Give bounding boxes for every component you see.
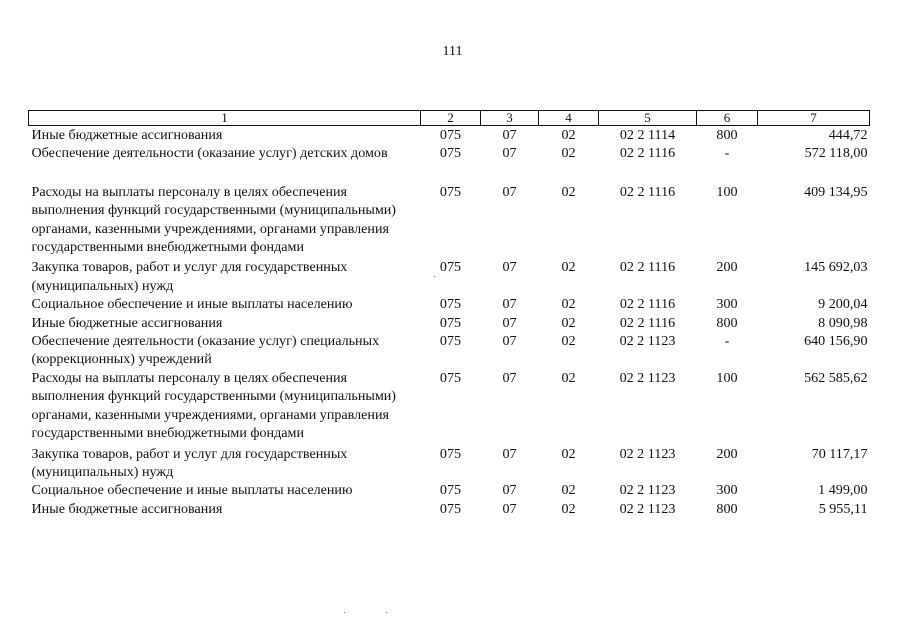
- column-header: 2: [421, 111, 481, 126]
- row-name: Расходы на выплаты персоналу в целях обеспечения выполнения функций государственными (муниципальными) органами, казенными учреждениями, органами управления государственными внебюджетными фондами: [31, 183, 397, 256]
- cell-col3: 07: [502, 296, 517, 313]
- scan-speck: [344, 612, 345, 613]
- cell-col6: 800: [716, 500, 738, 517]
- column-header: 4: [539, 111, 599, 126]
- cell-col5: 02 2 1123: [619, 333, 676, 350]
- cell-col4: 02: [561, 296, 576, 313]
- row-name: Иные бюджетные ассигнования: [31, 314, 223, 331]
- cell-col6: 300: [716, 296, 738, 313]
- cell-col3: 07: [502, 482, 517, 499]
- cell-col5: 02 2 1114: [619, 127, 676, 143]
- table-row: [29, 295, 870, 313]
- cell-col5: 02 2 1116: [619, 296, 676, 313]
- cell-col6: 800: [716, 127, 738, 143]
- cell-col5: 02 2 1123: [619, 369, 676, 386]
- cell-col3: 07: [502, 333, 517, 350]
- cell-col5: 02 2 1123: [619, 445, 676, 462]
- table-row: [29, 258, 870, 295]
- row-name: Закупка товаров, работ и услуг для государственных (муниципальных) нужд: [31, 445, 348, 480]
- cell-col6: 200: [716, 445, 738, 462]
- cell-col3: 07: [502, 369, 517, 386]
- cell-col6: -: [724, 145, 730, 162]
- row-name: Социальное обеспечение и иные выплаты населению: [31, 482, 353, 499]
- row-name: Социальное обеспечение и иные выплаты населению: [31, 296, 353, 313]
- table-row: [29, 369, 870, 445]
- cell-col4: 02: [561, 369, 576, 386]
- scan-speck: [386, 612, 387, 613]
- cell-col6: 100: [716, 369, 738, 386]
- cell-col2: 075: [439, 445, 462, 462]
- budget-table: [28, 110, 870, 518]
- cell-col2: 075: [439, 333, 462, 350]
- cell-col2: 075: [439, 127, 462, 143]
- cell-amount: 444,72: [828, 127, 868, 143]
- cell-col3: 07: [502, 183, 517, 200]
- header-row: [29, 111, 870, 126]
- table-row: [29, 481, 870, 499]
- table-row: [29, 445, 870, 482]
- column-header: 6: [697, 111, 758, 126]
- column-header: 1: [29, 111, 421, 126]
- cell-col6: -: [724, 333, 730, 350]
- cell-col6: 800: [716, 314, 738, 331]
- cell-col2: 075: [439, 369, 462, 386]
- cell-col6: 100: [716, 183, 738, 200]
- cell-col6: 300: [716, 482, 738, 499]
- cell-col5: 02 2 1123: [619, 500, 676, 517]
- cell-col2: 075: [439, 259, 462, 276]
- table-row: [29, 332, 870, 369]
- row-name: Расходы на выплаты персоналу в целях обеспечения выполнения функций государственными (муниципальными) органами, казенными учреждениями, органами управления государственными внебюджетными фондами: [31, 369, 397, 442]
- cell-col5: 02 2 1116: [619, 183, 676, 200]
- cell-col2: 075: [439, 482, 462, 499]
- cell-amount: 640 156,90: [804, 333, 868, 350]
- row-name: Обеспечение деятельности (оказание услуг) специальных (коррекционных) учреждений: [31, 333, 380, 368]
- table-row: [29, 144, 870, 182]
- cell-col4: 02: [561, 482, 576, 499]
- cell-col6: 200: [716, 259, 738, 276]
- cell-amount: 5 955,11: [818, 500, 868, 517]
- scan-speck: [434, 276, 435, 277]
- cell-col5: 02 2 1116: [619, 145, 676, 162]
- cell-col5: 02 2 1116: [619, 314, 676, 331]
- cell-col4: 02: [561, 445, 576, 462]
- cell-col4: 02: [561, 259, 576, 276]
- page-number: 111: [442, 44, 463, 59]
- row-name: Иные бюджетные ассигнования: [31, 127, 223, 143]
- cell-col3: 07: [502, 500, 517, 517]
- cell-amount: 9 200,04: [818, 296, 868, 313]
- cell-col3: 07: [502, 314, 517, 331]
- cell-col4: 02: [561, 333, 576, 350]
- column-header: 7: [758, 111, 870, 126]
- column-header: 5: [599, 111, 697, 126]
- cell-col3: 07: [502, 259, 517, 276]
- cell-amount: 8 090,98: [818, 314, 868, 331]
- row-name: Закупка товаров, работ и услуг для государственных (муниципальных) нужд: [31, 259, 348, 294]
- cell-col4: 02: [561, 145, 576, 162]
- cell-amount: 562 585,62: [804, 369, 868, 386]
- cell-col5: 02 2 1116: [619, 259, 676, 276]
- cell-col3: 07: [502, 145, 517, 162]
- cell-col2: 075: [439, 500, 462, 517]
- table-row: [29, 500, 870, 518]
- cell-col4: 02: [561, 127, 576, 143]
- cell-col5: 02 2 1123: [619, 482, 676, 499]
- cell-col2: 075: [439, 145, 462, 162]
- row-name: Иные бюджетные ассигнования: [31, 500, 223, 517]
- row-name: Обеспечение деятельности (оказание услуг) детских домов: [31, 145, 388, 162]
- cell-amount: 572 118,00: [804, 145, 868, 162]
- table-row: [29, 126, 870, 145]
- cell-col4: 02: [561, 183, 576, 200]
- cell-amount: 1 499,00: [818, 482, 868, 499]
- table-row: [29, 183, 870, 259]
- cell-col2: 075: [439, 296, 462, 313]
- cell-col4: 02: [561, 500, 576, 517]
- cell-col2: 075: [439, 183, 462, 200]
- cell-amount: 70 117,17: [811, 445, 868, 462]
- column-header: 3: [481, 111, 539, 126]
- cell-col3: 07: [502, 445, 517, 462]
- cell-amount: 409 134,95: [804, 183, 868, 200]
- cell-col3: 07: [502, 127, 517, 143]
- cell-col2: 075: [439, 314, 462, 331]
- cell-amount: 145 692,03: [804, 259, 868, 276]
- cell-col4: 02: [561, 314, 576, 331]
- table-row: [29, 314, 870, 332]
